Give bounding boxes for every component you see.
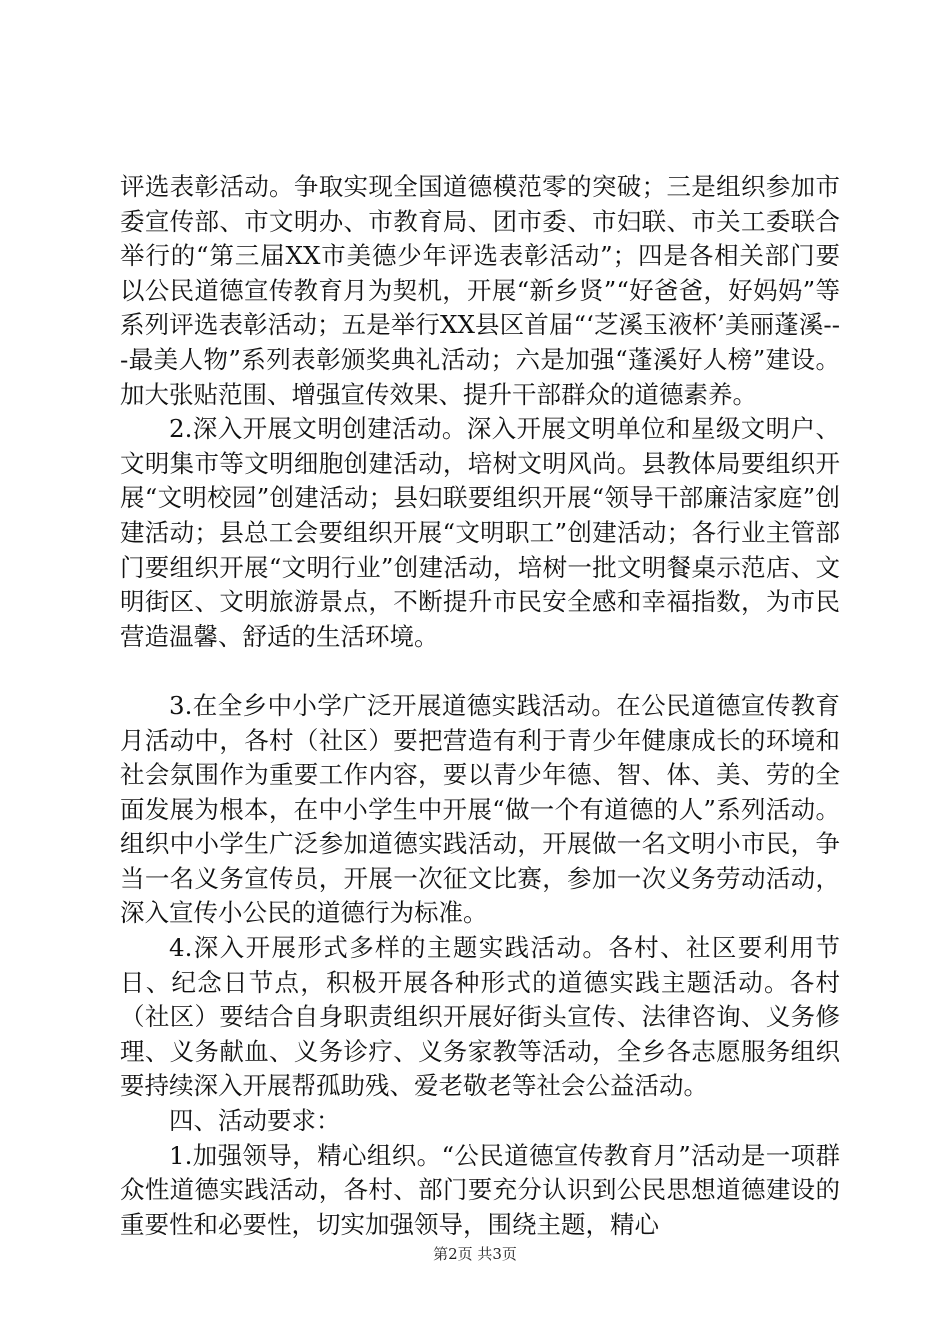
paragraph-school-moral-practice: 3.在全乡中小学广泛开展道德实践活动。在公民道德宣传教育月活动中，各村（社区）要把营造有利于青少年健康成长的环境和社会氛围作为重要工作内容，要以青少年德、智、体、美、劳的全面发展为根本，在中小学生中开展“做一个有道德的人”系列活动。组织中小学生广泛参加道德实践活动，开展做一名文明小市民，争当一名义务宣传员，开展一次征文比赛，参加一次义务劳动活动，深入宣传小公民的道德行为标准。 bbox=[120, 690, 840, 928]
document-body bbox=[120, 170, 840, 1242]
paragraph-civilization-creation: 2.深入开展文明创建活动。深入开展文明单位和星级文明户、文明集市等文明细胞创建活动，培树文明风尚。县教体局要组织开展“文明校园”创建活动；县妇联要组织开展“领导干部廉洁家庭”创建活动；县总工会要组织开展“文明职工”创建活动；各行业主管部门要组织开展“文明行业”创建活动，培树一批文明餐桌示范店、文明街区、文明旅游景点，不断提升市民安全感和幸福指数，为市民营造温馨、舒适的生活环境。 bbox=[120, 414, 840, 651]
paragraph-awards-continuation: 评选表彰活动。争取实现全国道德模范零的突破；三是组织参加市委宣传部、市文明办、市教育局、团市委、市妇联、市关工委联合举行的“第三届XX市美德少年评选表彰活动”；四是各相关部门要以公民道德宣传教育月为契机，开展“新乡贤”“好爸爸，好妈妈”等系列评选表彰活动；五是举行XX县区首届“‘芝溪玉液杯’美丽蓬溪---最美人物”系列表彰颁奖典礼活动；六是加强“蓬溪好人榜”建设。加大张贴范围、增强宣传效果、提升干部群众的道德素养。 bbox=[120, 172, 840, 409]
paragraph-leadership: 1.加强领导，精心组织。“公民道德宣传教育月”活动是一项群众性道德实践活动，各村、部门要充分认识到公民思想道德建设的重要性和必要性，切实加强领导，围绕主题，精心 bbox=[120, 1140, 840, 1239]
page-number-footer: 第2页 共3页 bbox=[433, 1245, 517, 1263]
section-heading-requirements: 四、活动要求： bbox=[169, 1106, 341, 1136]
paragraph-theme-practice: 4.深入开展形式多样的主题实践活动。各村、社区要利用节日、纪念日节点，积极开展各种形式的道德实践主题活动。各村（社区）要结合自身职责组织开展好街头宣传、法律咨询、义务修理、义务献血、义务诊疗、义务家教等活动，全乡各志愿服务组织要持续深入开展帮孤助残、爱老敬老等社会公益活动。 bbox=[120, 933, 840, 1101]
